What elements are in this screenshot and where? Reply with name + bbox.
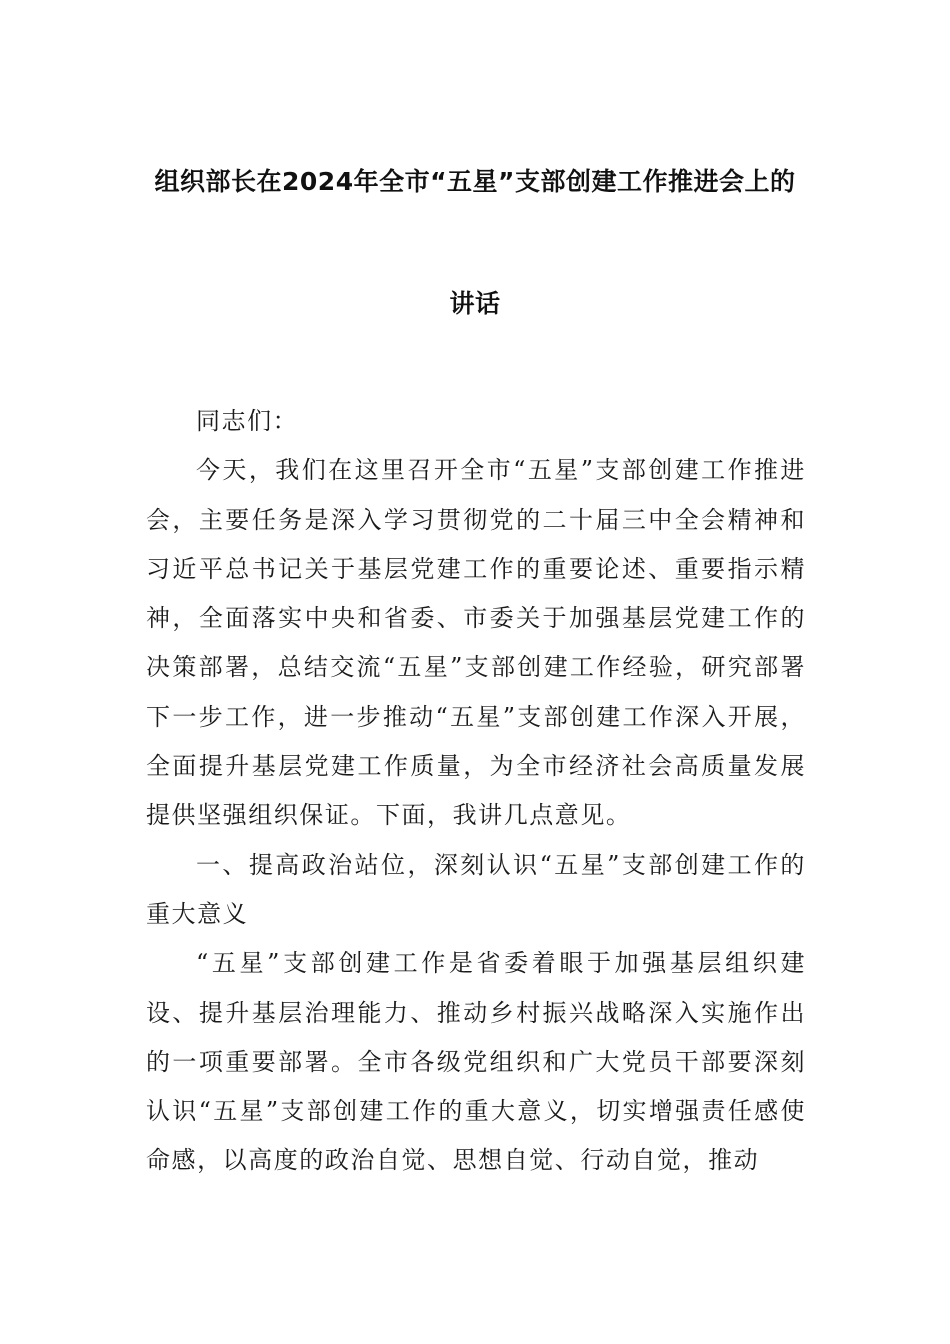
salutation: 同志们：: [196, 407, 299, 435]
document-body: [146, 397, 806, 1186]
document-title-line-1: 组织部长在2024年全市“五星”支部创建工作推进会上的: [154, 167, 796, 196]
section-heading-1: 一、提高政治站位，深刻认识“五星”支部创建工作的重大意义: [146, 850, 806, 928]
paragraph-section-1: “五星”支部创建工作是省委着眼于加强基层组织建设、提升基层治理能力、推动乡村振兴战略深入实施作出的一项重要部署。全市各级党组织和广大党员干部要深刻认识“五星”支部创建工作的重大意义，切实增强责任感使命感，以高度的政治自觉、思想自觉、行动自觉，推动: [146, 949, 806, 1175]
document-title-line-2: 讲话: [449, 289, 501, 318]
paragraph-opening: 今天，我们在这里召开全市“五星”支部创建工作推进会，主要任务是深入学习贯彻党的二十届三中全会精神和习近平总书记关于基层党建工作的重要论述、重要指示精神，全面落实中央和省委、市委关于加强基层党建工作的决策部署，总结交流“五星”支部创建工作经验，研究部署下一步工作，进一步推动“五星”支部创建工作深入开展，全面提升基层党建工作质量，为全市经济社会高质量发展提供坚强组织保证。下面，我讲几点意见。: [146, 456, 806, 830]
